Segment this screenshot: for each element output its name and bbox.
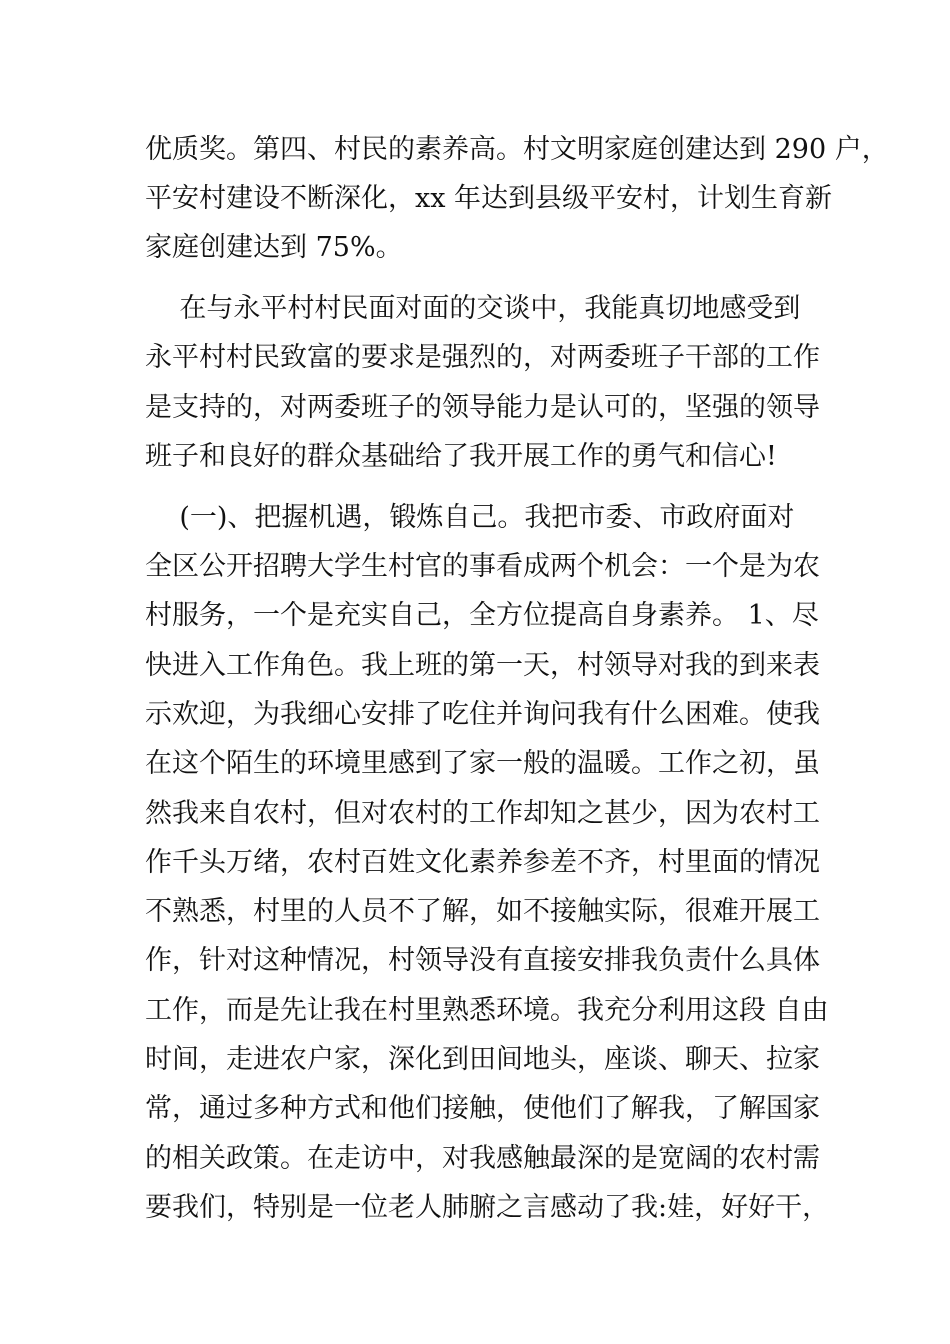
text-line-13: 在这个陌生的环境里感到了家一般的温暖。工作之初，虽 (145, 748, 820, 779)
text-line-17: 作，针对这种情况，村领导没有直接安排我负责什么具体 (145, 945, 820, 976)
text-line-21: 的相关政策。在走访中，对我感触最深的是宽阔的农村需 (145, 1143, 820, 1174)
text-line-3: 家庭创建达到 75%。 (145, 232, 403, 263)
text-line-1: 优质奖。第四、村民的素养高。村文明家庭创建达到 290 户， (145, 134, 889, 165)
text-line-14: 然我来自农村，但对农村的工作却知之甚少，因为农村工 (145, 798, 820, 829)
text-line-6: 是支持的，对两委班子的领导能力是认可的，坚强的领导 (145, 392, 820, 423)
text-line-8: (一)、把握机遇，锻炼自己。我把市委、市政府面对 (145, 502, 795, 533)
text-line-5: 永平村村民致富的要求是强烈的，对两委班子干部的工作 (145, 342, 820, 373)
text-line-10: 村服务，一个是充实自己，全方位提高自身素养。 1、尽 (145, 600, 819, 631)
text-line-2: 平安村建设不断深化，xx 年达到县级平安村，计划生育新 (145, 183, 833, 214)
text-line-12: 示欢迎，为我细心安排了吃住并询问我有什么困难。使我 (145, 699, 820, 730)
text-line-4: 在与永平村村民面对面的交谈中，我能真切地感受到 (145, 293, 801, 324)
text-line-16: 不熟悉，村里的人员不了解，如不接触实际，很难开展工 (145, 896, 820, 927)
text-line-7: 班子和良好的群众基础给了我开展工作的勇气和信心! (145, 441, 777, 472)
text-line-11: 快进入工作角色。我上班的第一天，村领导对我的到来表 (145, 650, 820, 681)
text-line-22: 要我们，特别是一位老人肺腑之言感动了我:娃，好好干， (145, 1192, 830, 1223)
text-line-20: 常，通过多种方式和他们接触，使他们了解我，了解国家 (145, 1093, 820, 1124)
text-line-19: 时间，走进农户家，深化到田间地头，座谈、聊天、拉家 (145, 1044, 820, 1075)
text-line-9: 全区公开招聘大学生村官的事看成两个机会：一个是为农 (145, 551, 820, 582)
text-line-15: 作千头万绪，农村百姓文化素养参差不齐，村里面的情况 (145, 847, 820, 878)
text-line-18: 工作，而是先让我在村里熟悉环境。我充分利用这段 自由 (145, 995, 829, 1026)
